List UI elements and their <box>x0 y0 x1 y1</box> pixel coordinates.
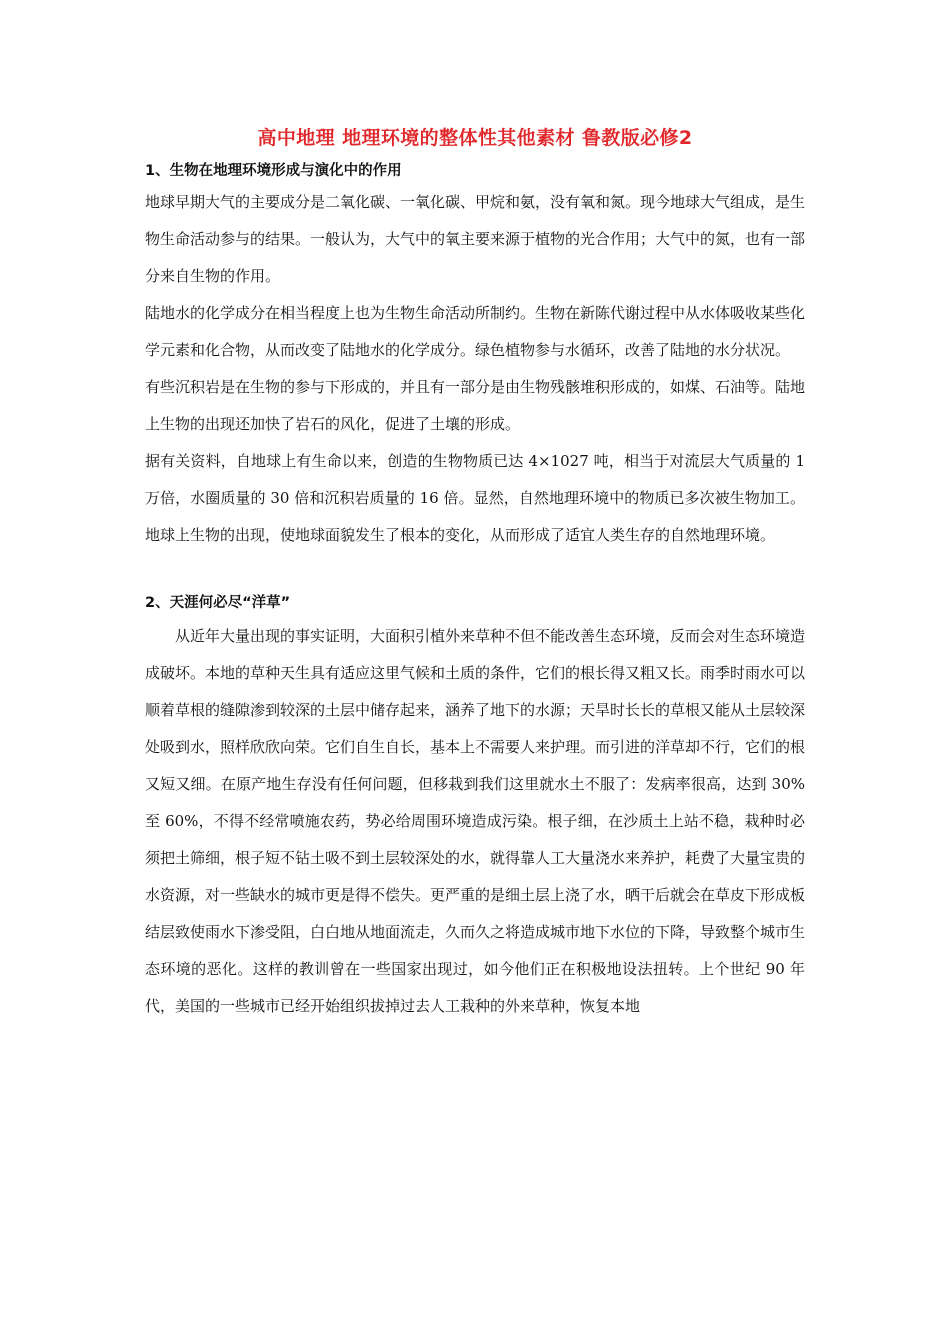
document-title: 高中地理 地理环境的整体性其他素材 鲁教版必修2 <box>257 127 693 149</box>
section-1-paragraph-3: 有些沉积岩是在生物的参与下形成的，并且有一部分是由生物残骸堆积形成的，如煤、石油等。陆地上生物的出现还加快了岩石的风化，促进了土壤的形成。 <box>145 378 806 433</box>
document-body <box>145 118 805 1025</box>
section-1-paragraph-2: 陆地水的化学成分在相当程度上也为生物生命活动所制约。生物在新陈代谢过程中从水体吸收某些化学元素和化合物，从而改变了陆地水的化学成分。绿色植物参与水循环，改善了陆地的水分状况。 <box>145 304 806 359</box>
section-1-paragraph-4: 据有关资料，自地球上有生命以来，创造的生物物质已达 4×1027 吨，相当于对流层大气质量的 1 万倍，水圈质量的 30 倍和沉积岩质量的 16 倍。显然，自然地理环境中的物质已多次被生物加工。地球上生物的出现，使地球面貌发生了根本的变化，从而形成了适宜人类生存的自然地理环境。 <box>145 452 805 544</box>
section-1-heading: 1、生物在地理环境形成与演化中的作用 <box>145 163 402 179</box>
section-spacer <box>145 554 805 588</box>
section-1-paragraph-1: 地球早期大气的主要成分是二氧化碳、一氧化碳、甲烷和氨，没有氧和氮。现今地球大气组成，是生物生命活动参与的结果。一般认为，大气中的氧主要来源于植物的光合作用；大气中的氮，也有一部分来自生物的作用。 <box>145 193 806 285</box>
section-2-paragraph-1: 从近年大量出现的事实证明，大面积引植外来草种不但不能改善生态环境，反而会对生态环境造成破坏。本地的草种天生具有适应这里气候和土质的条件，它们的根长得又粗又长。雨季时雨水可以顺着草根的缝隙渗到较深的土层中储存起来，涵养了地下的水源；天旱时长长的草根又能从土层较深处吸到水，照样欣欣向荣。它们自生自长，基本上不需要人来护理。而引进的洋草却不行，它们的根又短又细。在原产地生存没有任何问题，但移栽到我们这里就水土不服了：发病率很高，达到 30%至 60%，不得不经常喷施农药，势必给周围环境造成污染。根子细，在沙质土上站不稳，栽种时必须把土筛细，根子短不钻土吸不到土层较深处的水，就得靠人工大量浇水来养护，耗费了大量宝贵的水资源，对一些缺水的城市更是得不偿失。更严重的是细土层上浇了水，晒干后就会在草皮下形成板结层致使雨水下渗受阻，白白地从地面流走，久而久之将造成城市地下水位的下降，导致整个城市生态环境的恶化。这样的教训曾在一些国家出现过，如今他们正在积极地设法扭转。上个世纪 90 年代，美国的一些城市已经开始组织拔掉过去人工栽种的外来草种，恢复本地 <box>145 627 806 1015</box>
section-2-heading: 2、天涯何必尽“洋草” <box>145 595 291 611</box>
